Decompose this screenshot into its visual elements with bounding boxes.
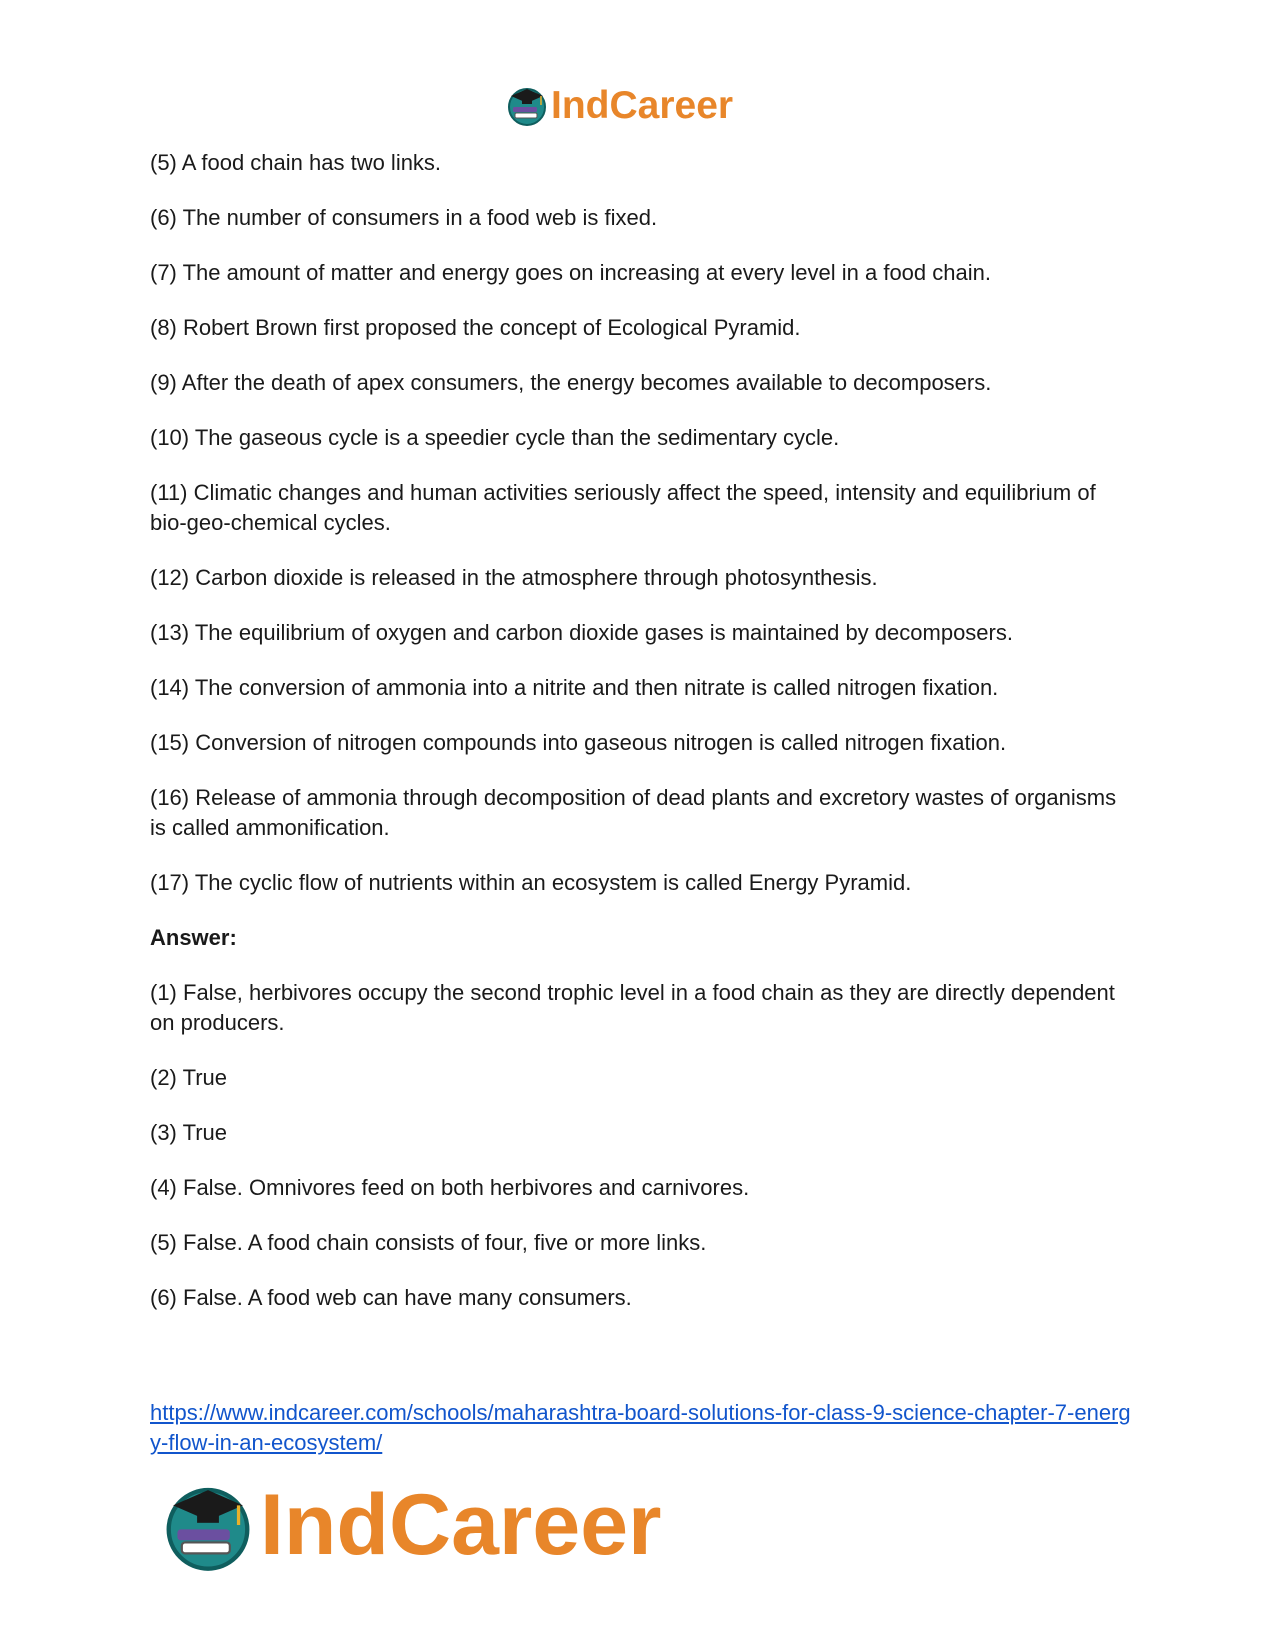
source-url-link[interactable]: https://www.indcareer.com/schools/maharashtra-board-solutions-for-class-9-science-chapter-7-energy-flow-in-an-ecosystem/ xyxy=(150,1400,1131,1455)
graduation-cap-books-globe-icon xyxy=(160,1477,256,1573)
statement-7: (7) The amount of matter and energy goes on increasing at every level in a food chain. xyxy=(150,260,991,285)
document-body xyxy=(150,148,1130,1338)
answer-2: (2) True xyxy=(150,1065,228,1090)
statement-6: (6) The number of consumers in a food web is fixed. xyxy=(150,205,658,230)
answer-heading: Answer: xyxy=(150,925,237,950)
footer-logo xyxy=(160,1470,720,1580)
statement-13: (13) The equilibrium of oxygen and carbon dioxide gases is maintained by decomposers. xyxy=(150,620,1013,645)
statement-9: (9) After the death of apex consumers, the energy becomes available to decomposers. xyxy=(150,370,992,395)
statement-15: (15) Conversion of nitrogen compounds into gaseous nitrogen is called nitrogen fixation. xyxy=(150,730,1007,755)
statement-14: (14) The conversion of ammonia into a nitrite and then nitrate is called nitrogen fixation. xyxy=(150,675,999,700)
statement-12: (12) Carbon dioxide is released in the atmosphere through photosynthesis. xyxy=(150,565,878,590)
header-logo xyxy=(505,80,775,130)
statement-5: (5) A food chain has two links. xyxy=(150,150,442,175)
answer-5: (5) False. A food chain consists of four, five or more links. xyxy=(150,1230,707,1255)
statement-10: (10) The gaseous cycle is a speedier cycle than the sedimentary cycle. xyxy=(150,425,840,450)
logo-wordmark: IndCareer xyxy=(260,1477,662,1573)
answer-3: (3) True xyxy=(150,1120,228,1145)
answer-4: (4) False. Omnivores feed on both herbivores and carnivores. xyxy=(150,1175,750,1200)
statement-11: (11) Climatic changes and human activities seriously affect the speed, intensity and equilibrium of bio-geo-chemical cycles. xyxy=(150,480,1096,535)
graduation-cap-books-globe-icon xyxy=(505,83,549,127)
statement-16: (16) Release of ammonia through decomposition of dead plants and excretory wastes of organisms is called ammonification. xyxy=(150,785,1117,840)
statement-17: (17) The cyclic flow of nutrients within an ecosystem is called Energy Pyramid. xyxy=(150,870,912,895)
answer-6: (6) False. A food web can have many consumers. xyxy=(150,1285,632,1310)
statement-8: (8) Robert Brown first proposed the concept of Ecological Pyramid. xyxy=(150,315,801,340)
answer-1: (1) False, herbivores occupy the second trophic level in a food chain as they are directly dependent on producers. xyxy=(150,980,1115,1035)
footer-link-block xyxy=(150,1398,1140,1458)
logo-wordmark: IndCareer xyxy=(551,83,734,127)
